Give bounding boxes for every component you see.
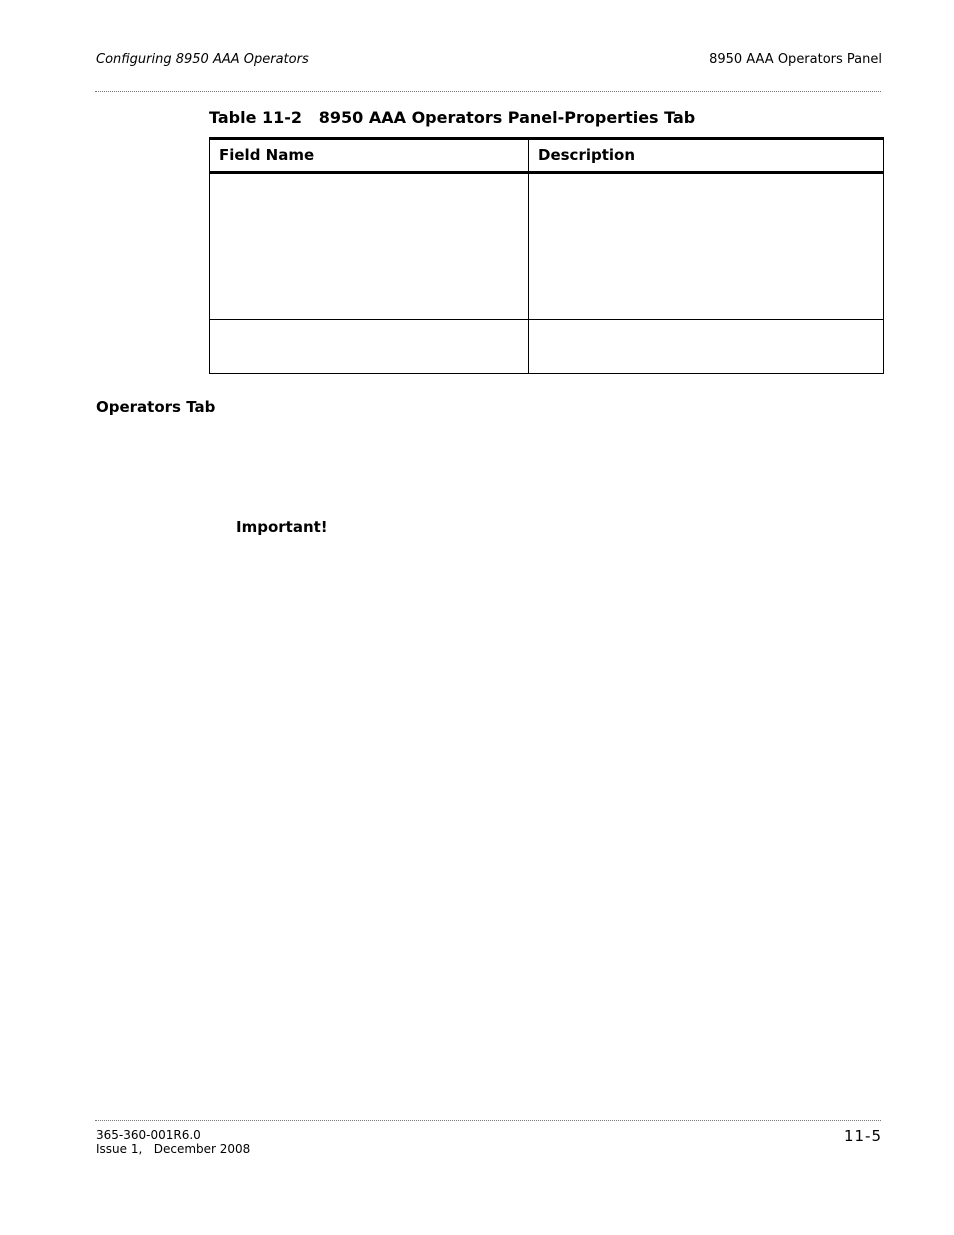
- table-cell-description: [529, 320, 884, 374]
- document-number: 365-360-001R6.0: [96, 1128, 201, 1142]
- table-caption: Table 11-2 8950 AAA Operators Panel-Properties Tab: [209, 108, 696, 127]
- page-number: 11-5: [843, 1127, 882, 1145]
- table-header-row: [210, 139, 884, 173]
- footer-doc-info: [96, 1128, 250, 1156]
- important-note-label: Important!: [236, 518, 328, 536]
- table-cell-field-name: [210, 320, 529, 374]
- table-cell-description: [529, 173, 884, 320]
- table-row: [210, 173, 884, 320]
- header-divider: [95, 91, 881, 92]
- running-header-section: 8950 AAA Operators Panel: [709, 52, 882, 67]
- column-header-field-name: Field Name: [210, 139, 529, 173]
- properties-table: [209, 137, 884, 374]
- issue-date: Issue 1, December 2008: [96, 1142, 251, 1156]
- table-row: [210, 320, 884, 374]
- running-header-chapter: Configuring 8950 AAA Operators: [96, 52, 309, 67]
- column-header-description: Description: [529, 139, 884, 173]
- footer-divider: [95, 1120, 881, 1121]
- section-heading: Operators Tab: [96, 398, 216, 416]
- table-cell-field-name: [210, 173, 529, 320]
